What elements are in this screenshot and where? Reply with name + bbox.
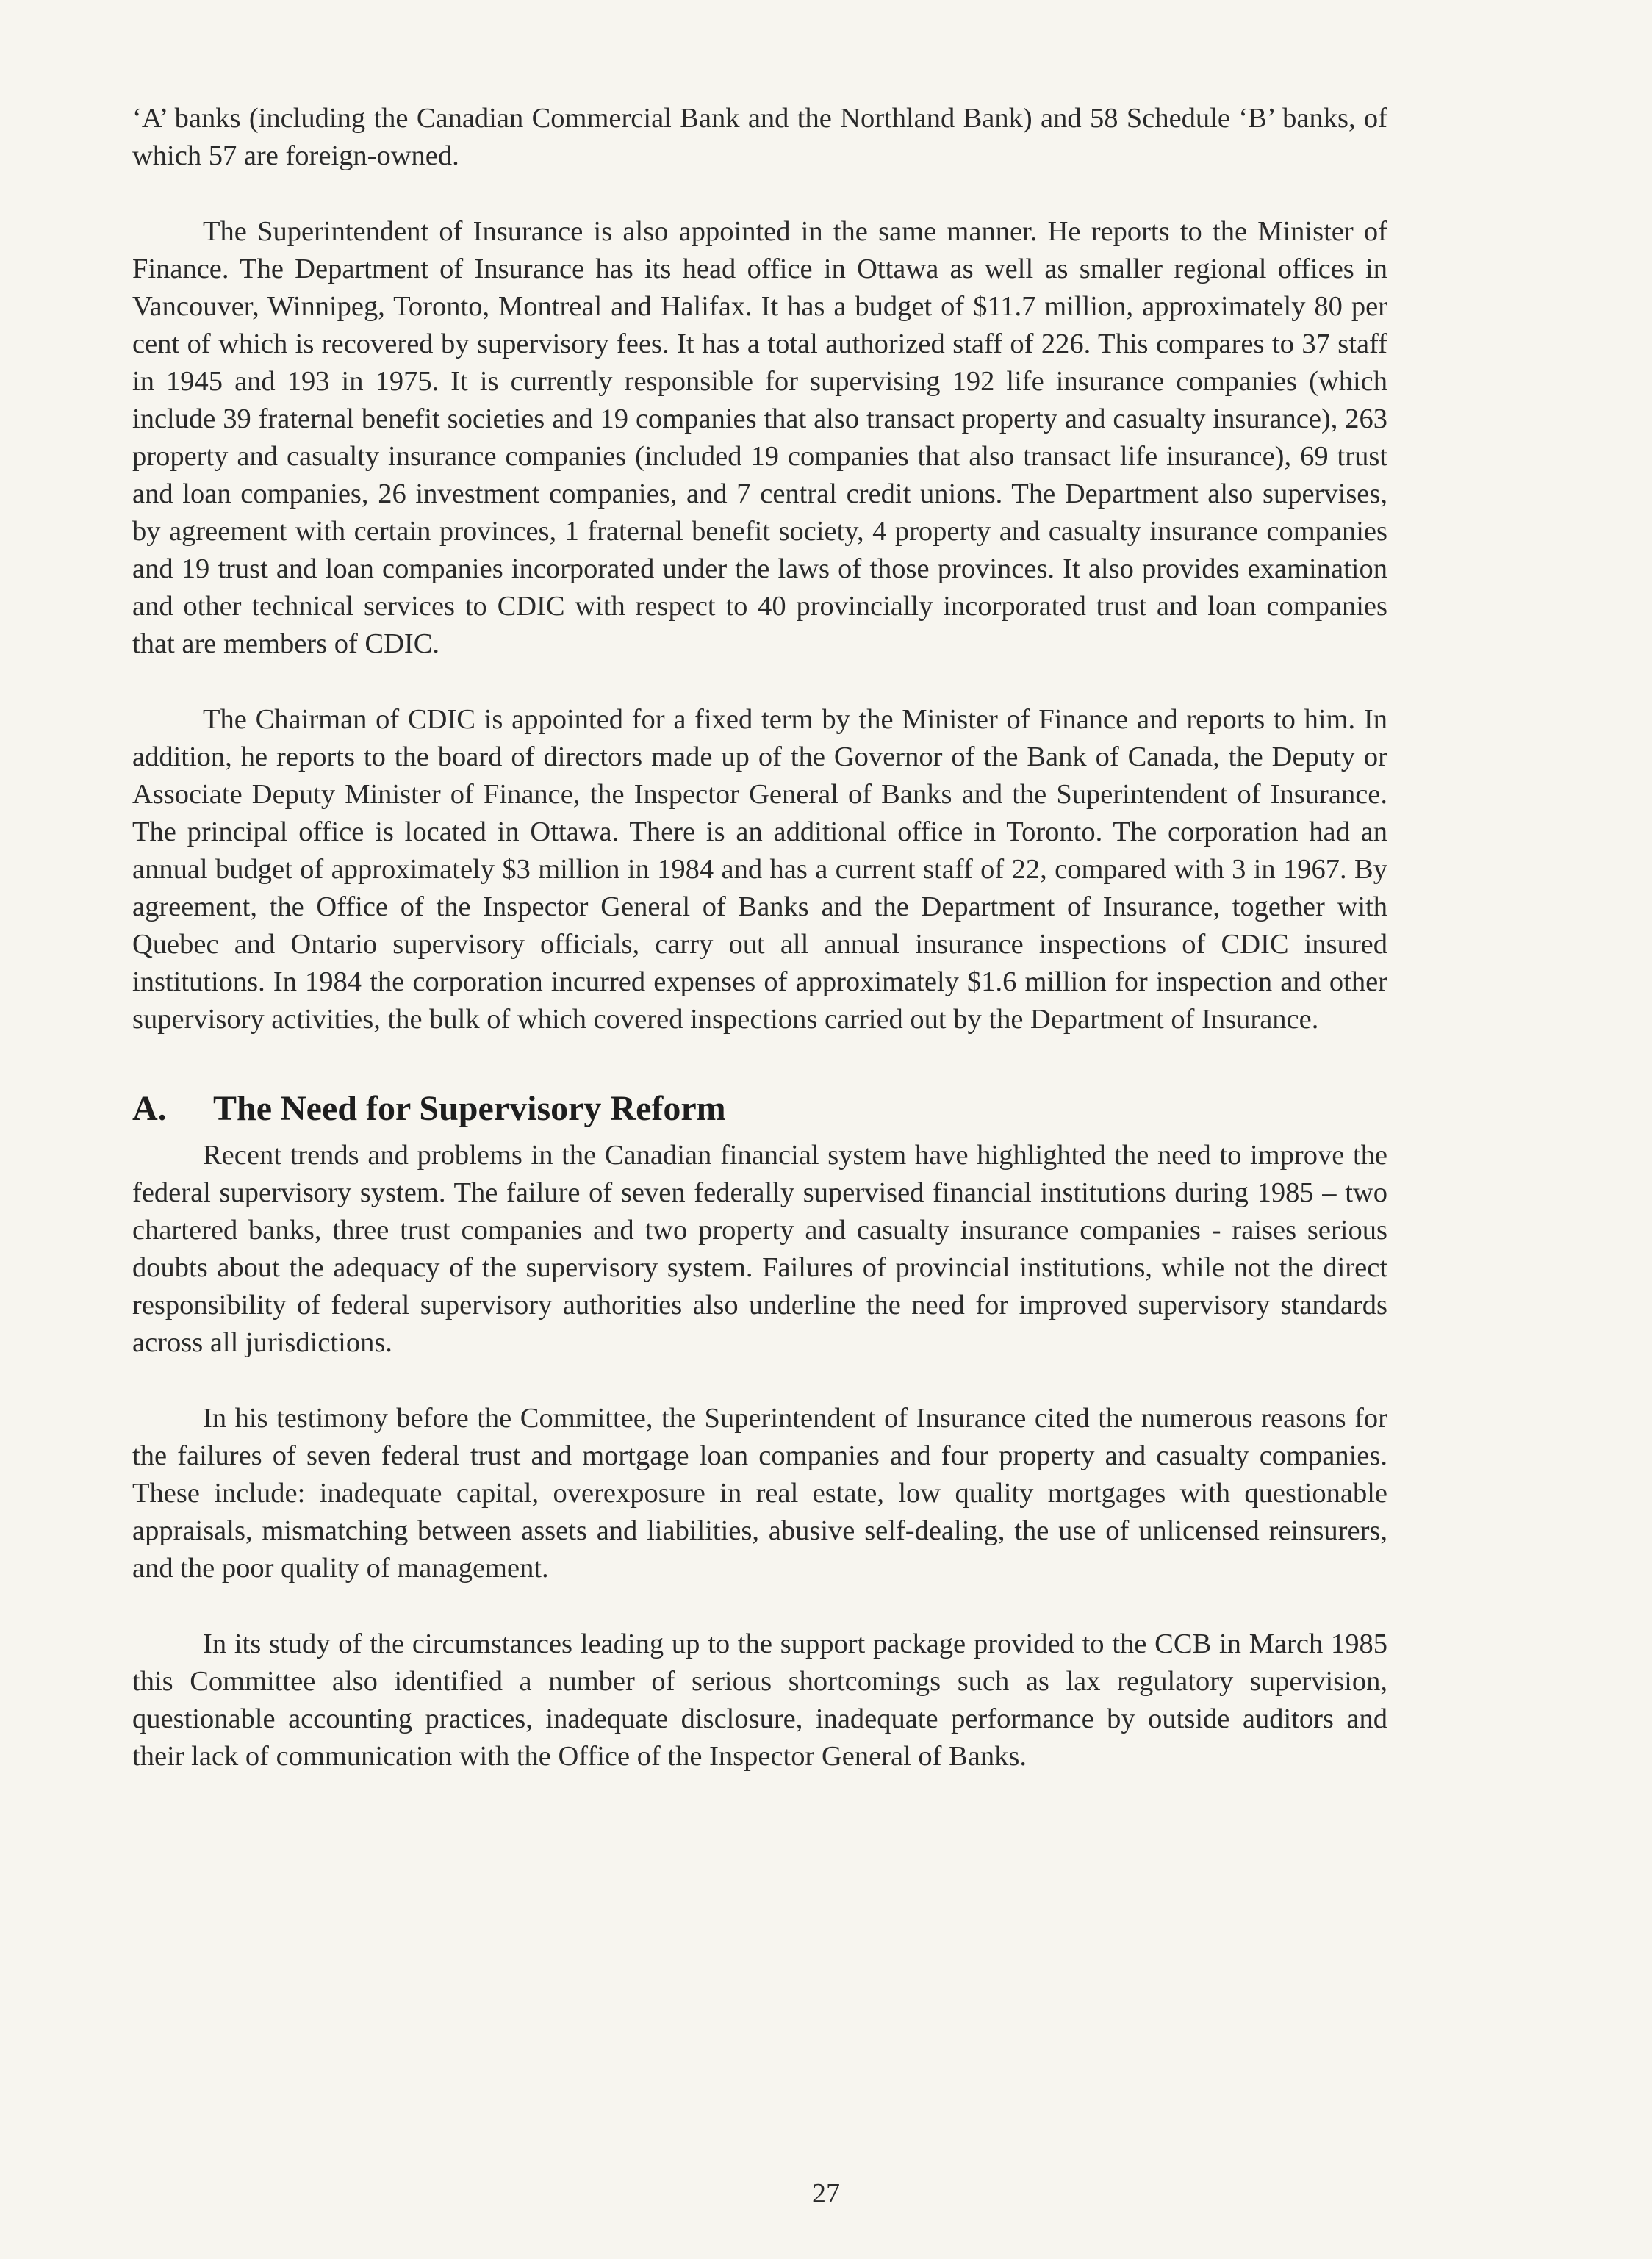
section-title: The Need for Supervisory Reform [213, 1089, 726, 1128]
cdic-paragraph: The Chairman of CDIC is appointed for a fixed term by the Minister of Finance and reports to him. In addition, he reports to the board of directors made up of the Governor of the Bank of Canada, the Deputy or Associate Deputy Minister of Finance, the Inspector General of Banks and the Superintendent of Insurance. The principal office is located in Ottawa. There is an additional office in Toronto. The corporation had an annual budget of approximately $3 million in 1984 and has a current staff of 22, compared with 3 in 1967. By agreement, the Office of the Inspector General of Banks and the Department of Insurance, together with Quebec and Ontario supervisory officials, carry out all annual insurance inspections of CDIC insured institutions. In 1984 the corporation incurred expenses of approximately $1.6 million for inspection and other supervisory activities, the bulk of which covered inspections carried out by the Department of Insurance. [132, 704, 1387, 1035]
insurance-paragraph: The Superintendent of Insurance is also appointed in the same manner. He reports to the Minister of Finance. The Department of Insurance has its head office in Ottawa as well as smaller regional offices in Vancouver, Winnipeg, Toronto, Montreal and Halifax. It has a budget of $11.7 million, approximately 80 per cent of which is recovered by supervisory fees. It has a total authorized staff of 226. This compares to 37 staff in 1945 and 193 in 1975. It is currently responsible for supervising 192 life insurance companies (which include 39 fraternal benefit societies and 19 companies that also transact property and casualty insurance), 263 property and casualty insurance companies (included 19 companies that also transact life insurance), 69 trust and loan companies, 26 investment companies, and 7 central credit unions. The Department also supervises, by agreement with certain provinces, 1 fraternal benefit society, 4 property and casualty insurance companies and 19 trust and loan companies incorporated under the laws of those provinces. It also provides examination and other technical services to CDIC with respect to 40 provincially incorporated trust and loan companies that are members of CDIC. [132, 216, 1387, 659]
page-body [132, 100, 1387, 1775]
section-heading [132, 1087, 1387, 1131]
reform-paragraph-2: In his testimony before the Committee, the Superintendent of Insurance cited the numerous reasons for the failures of seven federal trust and mortgage loan companies and four property and casualty companies. These include: inadequate capital, overexposure in real estate, low quality mortgages with questionable appraisals, mismatching between assets and liabilities, abusive self-dealing, the use of unlicensed reinsurers, and the poor quality of management. [132, 1403, 1387, 1584]
page-number: 27 [812, 2178, 840, 2209]
continued-paragraph: ‘A’ banks (including the Canadian Commercial Bank and the Northland Bank) and 58 Schedule ‘B’ banks, of which 57 are foreign-owned. [132, 103, 1387, 171]
reform-paragraph-1: Recent trends and problems in the Canadian financial system have highlighted the need to improve the federal supervisory system. The failure of seven federally supervised financial institutions during 1985 – two chartered banks, three trust companies and two property and casualty insurance companies - raises serious doubts about the adequacy of the supervisory system. Failures of provincial institutions, while not the direct responsibility of federal supervisory authorities also underline the need for improved supervisory standards across all jurisdictions. [132, 1140, 1387, 1358]
section-letter: A. [132, 1089, 167, 1128]
reform-paragraph-3: In its study of the circumstances leading up to the support package provided to the CCB in March 1985 this Committee also identified a number of serious shortcomings such as lax regulatory supervision, questionable accounting practices, inadequate disclosure, inadequate performance by outside auditors and their lack of communication with the Office of the Inspector General of Banks. [132, 1628, 1387, 1772]
